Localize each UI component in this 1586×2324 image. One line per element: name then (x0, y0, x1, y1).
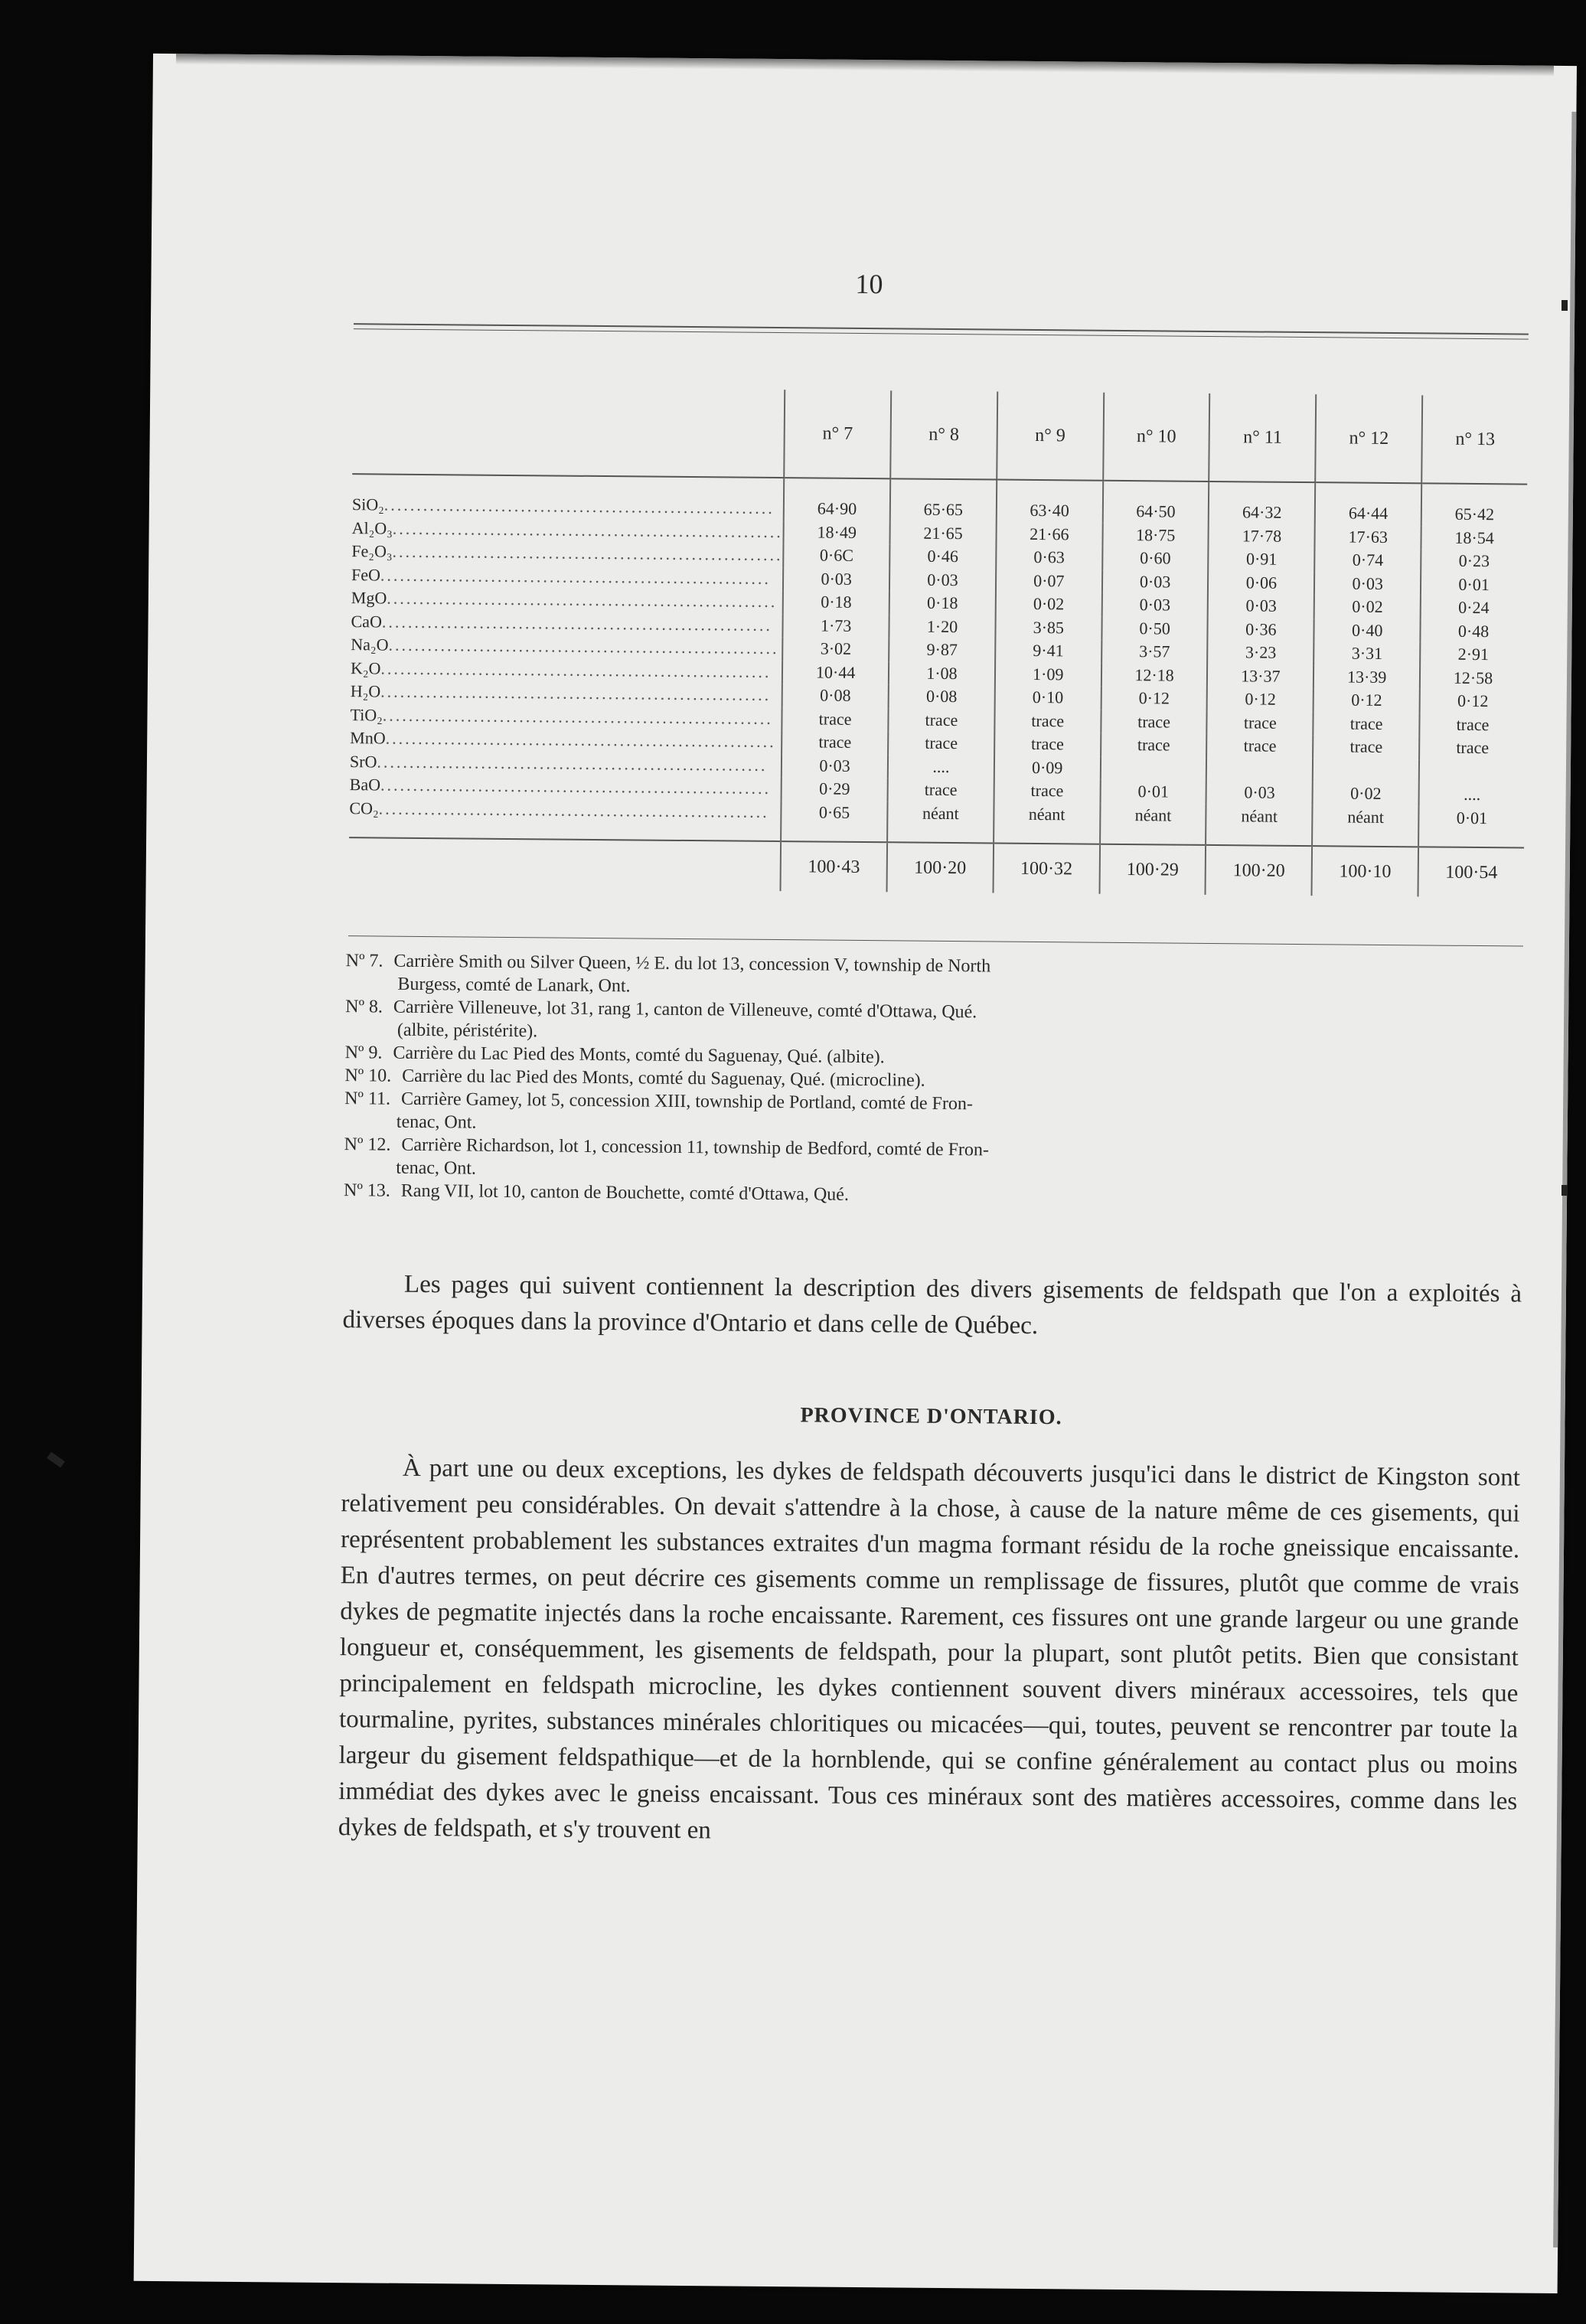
table-cell: 64·50 (1102, 481, 1209, 524)
table-cell: 1·08 (889, 661, 995, 686)
table-cell: néant (1206, 804, 1313, 846)
table-cell: 3·85 (995, 615, 1101, 640)
sample-column-header: n° 9 (997, 392, 1104, 481)
table-body (349, 474, 1528, 897)
table-cell: trace (1419, 736, 1525, 760)
table-cell (1313, 759, 1419, 783)
note-text: Carrière Villeneuve, lot 31, rang 1, canton de Villeneuve, comté d'Ottawa, Qué. (393, 997, 977, 1023)
table-cell: 12·18 (1101, 663, 1208, 687)
sample-column-header: n° 7 (784, 390, 891, 478)
table-cell: 9·87 (889, 638, 995, 662)
total-cell: 100·20 (1206, 845, 1312, 896)
table-cell: 13·37 (1207, 664, 1314, 688)
table-header-row (352, 386, 1528, 484)
table-cell: 17·78 (1209, 524, 1315, 548)
note-text-continued: (albite, péristérite). (396, 1020, 538, 1042)
oxide-label (352, 474, 785, 520)
table-cell: trace (1207, 710, 1314, 735)
table-cell: 0·65 (781, 801, 887, 843)
oxide-label (349, 797, 782, 841)
oxide-name: SrO (349, 751, 377, 771)
leader-dots: ............................................................ (383, 495, 775, 517)
oxide-label (350, 703, 782, 730)
table-cell: trace (888, 778, 994, 802)
table-cell: 0·23 (1421, 549, 1526, 573)
leader-dots: ............................................................ (377, 751, 768, 775)
table-cell: 0·74 (1314, 548, 1421, 573)
sample-column-header: n° 10 (1103, 393, 1210, 481)
note-text: Rang VII, lot 10, canton de Bouchette, comté d'Ottawa, Qué. (400, 1180, 850, 1205)
oxide-name: K₂O (350, 658, 381, 678)
table-cell: trace (888, 731, 994, 756)
sample-column-header: n° 8 (890, 390, 997, 479)
table-cell: 10·44 (782, 661, 889, 685)
table-cell: 0·10 (994, 686, 1101, 710)
oxide-name: FeO (351, 564, 381, 585)
note-number: Nº 8. (345, 997, 383, 1017)
table-top-rule-thin (354, 328, 1529, 339)
oxide-label (351, 586, 783, 613)
oxide-name: H₂O (350, 681, 381, 701)
table-cell: .... (1419, 782, 1525, 807)
note-text: Carrière du Lac Pied des Monts, comté du Saguenay, Qué. (albite). (393, 1043, 885, 1068)
table-cell: trace (782, 707, 889, 732)
table-cell: néant (1100, 803, 1206, 845)
note-text: Carrière Richardson, lot 1, concession 11, township de Bedford, comté de Fron- (401, 1134, 990, 1160)
table-cell: 0·01 (1421, 573, 1526, 597)
table-cell: trace (1419, 713, 1525, 737)
table-cell: 64·44 (1315, 482, 1421, 526)
table-cell: 0·03 (1102, 570, 1209, 594)
table-cell: néant (994, 802, 1100, 844)
table-cell: trace (1313, 735, 1419, 759)
note-number: Nº 12. (344, 1134, 391, 1155)
table-cell: 2·91 (1420, 642, 1526, 667)
adjacent-page-edge (1553, 112, 1576, 2247)
table-cell: 0·01 (1418, 806, 1524, 848)
table-bottom-rule (348, 935, 1523, 946)
table-cell: 0·01 (1100, 780, 1206, 805)
oxide-label (351, 657, 782, 684)
note-text-continued: tenac, Ont. (396, 1157, 477, 1179)
table-cell: 0·12 (1314, 688, 1420, 713)
leader-dots: ............................................................ (388, 635, 779, 658)
note-text: Carrière Smith ou Silver Queen, ½ E. du lot 13, concession V, township de North (393, 951, 991, 977)
sample-column-header: n° 12 (1316, 394, 1423, 483)
table-cell: 64·90 (784, 478, 890, 521)
table-cell: 17·63 (1315, 525, 1421, 550)
leader-dots: ............................................................ (380, 658, 772, 681)
oxide-label (351, 563, 783, 590)
table-cell: 0·24 (1421, 596, 1526, 620)
table-cell: trace (782, 730, 888, 755)
totals-row (349, 837, 1525, 897)
oxide-name: BaO (349, 775, 381, 795)
table-cell: 0·12 (1101, 687, 1207, 711)
oxide-label (352, 517, 784, 543)
table-cell: trace (994, 709, 1101, 733)
table-cell: 0·50 (1101, 616, 1208, 641)
leader-dots: ............................................................ (382, 705, 773, 728)
totals-label-cell (349, 837, 782, 891)
table-cell: 0·06 (1208, 570, 1314, 595)
table-cell: trace (1207, 734, 1314, 759)
leader-dots: ............................................................ (380, 565, 772, 588)
note-text-continued: tenac, Ont. (396, 1111, 477, 1133)
note-number: Nº 13. (343, 1180, 390, 1201)
oxide-name: Na₂O (351, 635, 389, 654)
table-cell: 3·23 (1208, 641, 1314, 665)
table-cell: 21·66 (996, 522, 1102, 547)
table-cell: 0·29 (782, 777, 888, 801)
table-cell: 0·03 (1208, 594, 1314, 619)
page-number: 10 (855, 268, 883, 300)
table-cell (1206, 757, 1313, 782)
page-edge-shadow (176, 54, 1554, 77)
leader-dots: ............................................................ (378, 798, 769, 821)
oxide-label (351, 540, 783, 566)
table-cell: 0·08 (889, 684, 995, 709)
table-cell: 0·48 (1420, 619, 1526, 644)
table-cell: 0·36 (1208, 617, 1314, 641)
leader-dots: ............................................................ (392, 518, 783, 541)
total-cell: 100·43 (781, 841, 887, 892)
leader-dots: ............................................................ (380, 775, 772, 798)
note-number: Nº 7. (345, 951, 383, 971)
note-text-continued: Burgess, comté de Lanark, Ont. (397, 974, 631, 997)
scan-speck (1562, 1185, 1568, 1196)
table-cell: 0·60 (1102, 547, 1209, 571)
table-cell: trace (1314, 712, 1420, 736)
table-cell: 12·58 (1420, 666, 1526, 690)
table-cell: 3·31 (1314, 641, 1420, 666)
oxide-label (351, 680, 782, 707)
note-number: Nº 9. (344, 1043, 383, 1063)
leader-dots: ............................................................ (385, 728, 776, 752)
table-cell: 1·09 (995, 662, 1101, 687)
table-cell: 0·02 (1313, 782, 1419, 806)
oxide-name: MnO (350, 728, 386, 748)
table-cell: 0·03 (1101, 593, 1208, 618)
table-cell: trace (888, 708, 994, 733)
leader-dots: ............................................................ (381, 612, 772, 635)
total-cell: 100·54 (1418, 847, 1524, 897)
total-cell: 100·20 (887, 842, 994, 893)
note-text: Carrière du lac Pied des Monts, comté du Saguenay, Qué. (microcline). (402, 1066, 925, 1091)
table-cell: 63·40 (997, 480, 1103, 524)
table-cell: 13·39 (1314, 665, 1420, 690)
body-paragraph: À part une ou deux exceptions, les dykes de feldspath découverts jusqu'ici dans le district de Kingston sont relativement peu considérables. On devait s'attendre à la chose, à cause de la nature même de ces gisements, qui représentent probablement les substances extraites d'un magma formant résidu de la roche gneissique encaissante. En d'autres termes, on peut décrire ces gisements comme un remplissage de fissures, plutôt que comme de vrais dykes de pegmatite injectés dans la roche encaissante. Rarement, ces fissures ont une grande largeur ou une grande longueur et, conséquemment, les gisements de feldspath, pour la plupart, sont plutôt petits. Bien que consistant principalement en feldspath microcline, les dykes contiennent souvent divers minéraux accessoires, tels que tourmaline, pyrites, substances minérales chloritiques ou micacées—qui, toutes, peuvent se rencontrer par toute la largeur du gisement feldspathique—et de la hornblende, qui se confine généralement au contact plus ou moins immédiat des dykes avec le gneiss encaissant. Tous ces minéraux sont des matières accessoires, comme dans les dykes de feldspath, et s'y trouvent en (338, 1454, 1521, 1845)
table-cell: 65·65 (890, 478, 997, 522)
table-cell: 64·32 (1209, 481, 1315, 525)
table-cell: 0·12 (1207, 687, 1314, 712)
table-cell: 0·03 (1206, 781, 1313, 805)
table-cell: trace (994, 733, 1101, 757)
oxide-name: CO₂ (349, 798, 379, 818)
oxide-name: CaO (351, 611, 383, 632)
total-cell: 100·29 (1099, 844, 1206, 895)
sample-column-header: n° 11 (1209, 393, 1317, 482)
oxide-name: TiO₂ (350, 704, 383, 725)
table-cell: 21·65 (890, 521, 997, 546)
oxide-column-header (352, 386, 785, 478)
table-cell: 0·02 (996, 592, 1102, 617)
table-cell: 9·41 (995, 639, 1101, 664)
oxide-label (351, 633, 782, 660)
table-cell: 0·03 (782, 754, 888, 778)
oxide-label (350, 773, 782, 800)
table-cell: 0·12 (1420, 689, 1526, 713)
sample-column-header: n° 13 (1421, 395, 1528, 484)
table-cell: 0·07 (996, 569, 1102, 593)
sample-notes (344, 949, 1525, 1212)
table-cell: 1·20 (889, 615, 995, 639)
table-cell: 18·54 (1421, 526, 1527, 550)
table-cell: 0·40 (1314, 619, 1421, 643)
total-cell: 100·32 (993, 844, 1099, 894)
note-number: Nº 11. (344, 1089, 391, 1109)
table-cell (1100, 756, 1206, 781)
leader-dots: ............................................................ (380, 681, 772, 704)
scan-speck (1562, 300, 1568, 311)
total-cell: 100·10 (1312, 846, 1418, 896)
table-cell: 3·57 (1101, 640, 1208, 664)
table-cell: 18·75 (1102, 523, 1209, 547)
intro-paragraph: Les pages qui suivent contiennent la description des divers gisements de feldspath que l'on a exploités à diverses époques dans la province d'Ontario et dans celle de Québec. (342, 1270, 1522, 1340)
table-cell: trace (1101, 733, 1207, 758)
leader-dots: ............................................................ (392, 541, 783, 565)
table-cell: néant (1312, 805, 1418, 847)
table-cell: 0·18 (889, 591, 996, 615)
table-cell: 0·18 (783, 590, 889, 615)
table-cell: trace (1101, 710, 1207, 734)
oxide-name: Fe₂O₃ (351, 541, 393, 561)
analysis-table-wrap (349, 386, 1529, 897)
table-cell: trace (994, 779, 1100, 804)
table-cell: 18·49 (784, 521, 890, 545)
oxide-name: MgO (351, 588, 387, 608)
scan-speck (47, 1452, 65, 1468)
table-cell: 0·6C (783, 543, 889, 568)
table-cell: néant (887, 801, 994, 844)
scanned-page (134, 54, 1577, 2293)
feldspar-analysis-table (349, 386, 1529, 897)
leader-dots: ............................................................ (387, 588, 778, 612)
table-cell: 0·91 (1209, 547, 1315, 572)
table-cell: 65·42 (1421, 483, 1527, 527)
table-cell: 0·46 (889, 544, 996, 569)
table-cell: 0·63 (996, 546, 1102, 570)
table-cell: 3·02 (782, 637, 889, 661)
note-number: Nº 10. (344, 1066, 392, 1086)
section-heading: PROVINCE D'ONTARIO. (800, 1403, 1062, 1430)
oxide-label (351, 610, 782, 637)
table-cell: 1·73 (783, 614, 889, 638)
table-cell: .... (888, 755, 994, 779)
oxide-name: Al₂O₃ (351, 517, 393, 538)
table-cell: 0·09 (994, 756, 1101, 780)
oxide-label (350, 750, 782, 777)
note-text: Carrière Gamey, lot 5, concession XIII, township de Portland, comté de Fron- (400, 1089, 974, 1115)
table-cell: 0·08 (782, 684, 889, 708)
table-cell: 0·03 (1314, 572, 1421, 596)
oxide-name: SiO₂ (351, 495, 384, 514)
table-cell: 0·03 (783, 567, 889, 592)
table-cell (1419, 759, 1525, 784)
table-cell: 0·03 (889, 568, 996, 592)
oxide-label (350, 726, 782, 753)
table-cell: 0·02 (1314, 595, 1421, 619)
